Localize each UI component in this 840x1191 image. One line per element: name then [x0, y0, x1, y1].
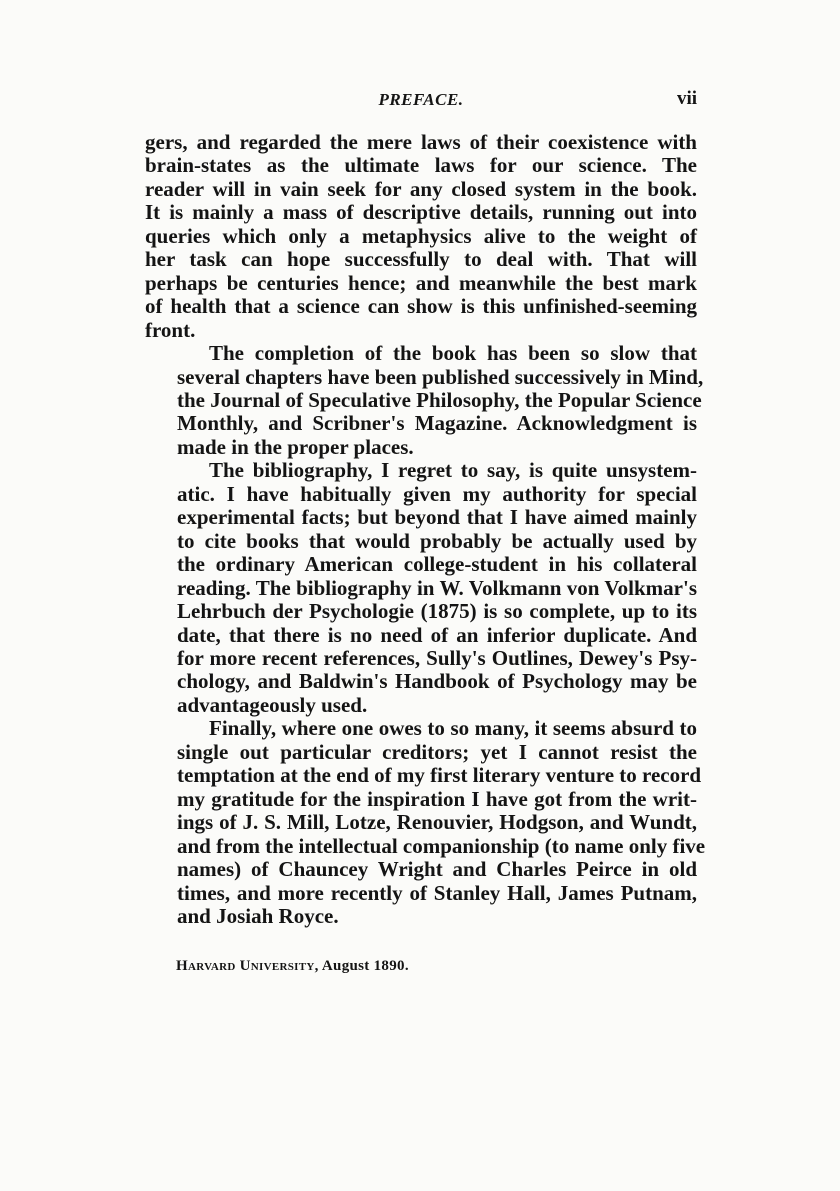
- paragraph-2: [145, 341, 704, 459]
- paragraph-4: [145, 716, 706, 928]
- paragraph-1: [145, 131, 697, 342]
- page-number: vii: [676, 88, 697, 109]
- text-line: for more recent references, Sully's Outlines, Dewey's Psy-: [177, 645, 697, 670]
- text-line: of health that a science can show is this unfinished-seeming: [145, 294, 697, 319]
- text-line: The bibliography, I regret to say, is quite unsystem-: [209, 458, 697, 483]
- text-line: It is mainly a mass of descriptive details, running out into: [145, 200, 697, 225]
- text-line: and Josiah Royce.: [177, 903, 339, 928]
- text-line: The completion of the book has been so slow that: [209, 341, 697, 366]
- text-line: names) of Chauncey Wright and Charles Peirce in old: [177, 857, 697, 882]
- text-line: chology, and Baldwin's Handbook of Psychology may be: [177, 669, 697, 694]
- text-line: ings of J. S. Mill, Lotze, Renouvier, Hodgson, and Wundt,: [177, 810, 697, 835]
- text-line: several chapters have been published successively in Mind,: [177, 364, 704, 389]
- text-line: experimental facts; but beyond that I have aimed mainly: [177, 505, 697, 530]
- text-line: date, that there is no need of an inferior duplicate. And: [177, 622, 697, 647]
- paragraph-3: [145, 459, 697, 717]
- text-line: reader will in vain seek for any closed system in the book.: [145, 176, 697, 201]
- text-line: temptation at the end of my first literary venture to record: [177, 763, 702, 788]
- signoff-date: August 1890.: [321, 958, 409, 974]
- text-line: queries which only a metaphysics alive to the weight of: [145, 223, 697, 248]
- page-header: [145, 90, 697, 114]
- text-line: perhaps be centuries hence; and meanwhile the best mark: [145, 270, 697, 295]
- text-line: brain-states as the ultimate laws for our science. The: [145, 153, 697, 178]
- signoff-place: Harvard University,: [176, 958, 319, 974]
- text-line: gers, and regarded the mere laws of their coexistence with: [145, 130, 697, 154]
- text-line: her task can hope successfully to deal with. That will: [145, 247, 697, 272]
- text-line: single out particular creditors; yet I cannot resist the: [177, 739, 697, 764]
- text-line: made in the proper places.: [177, 434, 414, 459]
- text-line: reading. The bibliography in W. Volkmann von Volkmar's: [177, 575, 697, 600]
- signoff: [176, 958, 409, 975]
- text-line: and from the intellectual companionship (to name only five: [177, 833, 706, 858]
- text-line: atic. I have habitually given my authority for special: [177, 481, 697, 506]
- body-text: [145, 130, 706, 928]
- text-line: my gratitude for the inspiration I have got from the writ-: [177, 786, 697, 811]
- text-line: to cite books that would probably be actually used by: [177, 528, 697, 553]
- text-line: Finally, where one owes to so many, it seems absurd to: [209, 716, 697, 741]
- text-line: advantageously used.: [177, 692, 368, 717]
- text-line: front.: [145, 317, 196, 342]
- running-title: PREFACE.: [378, 90, 464, 109]
- text-line: times, and more recently of Stanley Hall, James Putnam,: [177, 880, 697, 905]
- text-line: the Journal of Speculative Philosophy, the Popular Science: [177, 387, 702, 412]
- text-line: Lehrbuch der Psychologie (1875) is so complete, up to its: [177, 599, 697, 624]
- text-line: Monthly, and Scribner's Magazine. Acknowledgment is: [177, 411, 697, 436]
- text-line: the ordinary American college-student in his collateral: [177, 552, 697, 577]
